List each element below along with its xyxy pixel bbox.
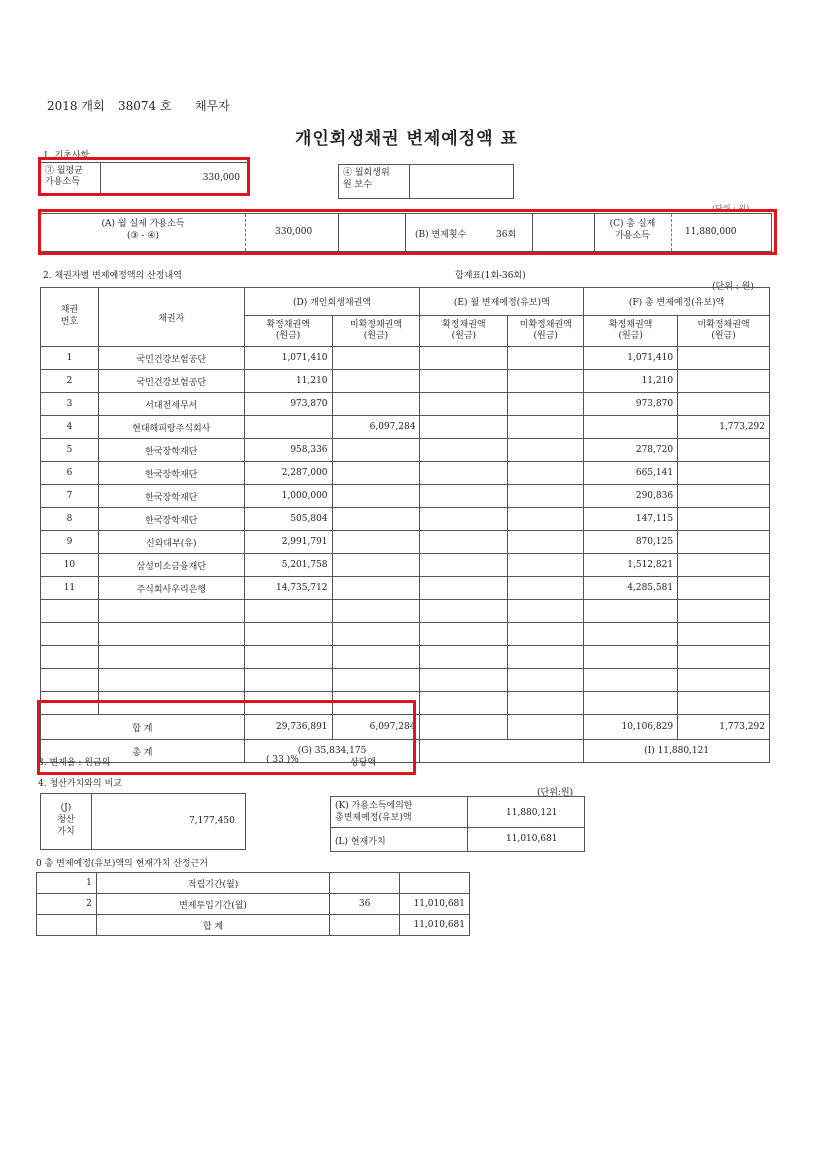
row-f1: 147,115	[584, 508, 678, 531]
table-row	[41, 577, 770, 600]
row-d1: 1,000,000	[244, 485, 332, 508]
row-f1: 973,870	[584, 393, 678, 416]
row-e2	[508, 370, 584, 393]
empty-cell	[98, 646, 244, 669]
section4-unit: (단위:원)	[537, 788, 574, 798]
empty-cell	[508, 623, 584, 646]
row-no: 6	[41, 462, 99, 485]
row-d2	[332, 370, 420, 393]
pv-no: 1	[37, 873, 97, 894]
pv-row	[37, 873, 470, 894]
empty-cell	[584, 646, 678, 669]
table-row	[41, 393, 770, 416]
row-e2	[508, 577, 584, 600]
c-value: 11,880,000	[685, 227, 737, 237]
grand-total-g: (G) 35,834,175	[244, 740, 420, 763]
grand-total-e	[420, 740, 584, 763]
section3-label: 3. 변제율 : 원금의	[38, 758, 111, 768]
debtor-label: 채무자	[195, 99, 230, 113]
row-creditor: 신와대부(유)	[98, 531, 244, 554]
row-d1: 973,870	[244, 393, 332, 416]
total-e1	[420, 715, 508, 740]
row-creditor: 주식회사우리은행	[98, 577, 244, 600]
table-row	[41, 462, 770, 485]
pv-total-months	[330, 915, 400, 936]
table-row	[41, 508, 770, 531]
empty-cell	[41, 669, 99, 692]
row-f2	[678, 577, 770, 600]
sub-confirmed-header: 확정채권액 (원금)	[584, 316, 678, 347]
row-e2	[508, 439, 584, 462]
c-label: (C) 총 실제 가용소득	[609, 219, 656, 241]
empty-cell	[332, 646, 420, 669]
section3-suffix: 상당액	[350, 758, 377, 768]
table-row	[41, 554, 770, 577]
table-row	[41, 531, 770, 554]
row-e2	[508, 347, 584, 370]
divider	[405, 214, 406, 251]
total-d1: 29,736,891	[244, 715, 332, 740]
table-row-empty	[41, 600, 770, 623]
table-row	[41, 370, 770, 393]
liquidation-value-box	[40, 793, 246, 850]
row-f1: 290,836	[584, 485, 678, 508]
empty-cell	[508, 669, 584, 692]
empty-cell	[420, 623, 508, 646]
row-f2	[678, 554, 770, 577]
col-no-header: 채권 번호	[41, 288, 99, 347]
row-f1	[584, 416, 678, 439]
row-no: 9	[41, 531, 99, 554]
monthly-income-box	[40, 162, 249, 194]
empty-cell	[332, 669, 420, 692]
row-d1: 2,991,791	[244, 531, 332, 554]
divider	[100, 163, 101, 193]
row-no: 1	[41, 347, 99, 370]
present-value-table	[36, 872, 470, 936]
a-value: 330,000	[275, 227, 313, 237]
row-e2	[508, 393, 584, 416]
table-row	[41, 416, 770, 439]
creditor-table	[40, 287, 770, 763]
empty-cell	[678, 692, 770, 715]
pv-row	[37, 894, 470, 915]
row-e1	[420, 531, 508, 554]
row-creditor: 국민건강보험공단	[98, 370, 244, 393]
row-d2	[332, 508, 420, 531]
pv-total-label: 합 계	[96, 915, 329, 936]
divider	[671, 214, 672, 251]
section4-label: 4. 청산가치와의 비교	[38, 779, 122, 789]
col-f-header: (F) 총 변제예정(유보)액	[584, 288, 770, 316]
grand-total-label: 총 계	[41, 740, 245, 763]
row-e1	[420, 370, 508, 393]
empty-cell	[98, 600, 244, 623]
row-e1	[420, 416, 508, 439]
k-label: (K) 가용소득에의한 총변제예정(유보)액	[335, 801, 413, 823]
section3-rate: ( 33 )%	[266, 755, 299, 765]
l-label: (L) 현재가치	[335, 837, 386, 847]
row-no: 10	[41, 554, 99, 577]
row-e2	[508, 485, 584, 508]
pv-value: 11,010,681	[400, 894, 470, 915]
divider	[91, 794, 92, 849]
empty-cell	[41, 623, 99, 646]
empty-cell	[41, 646, 99, 669]
row-no: 11	[41, 577, 99, 600]
col-e-header: (E) 월 변제예정(유보)액	[420, 288, 584, 316]
empty-cell	[244, 600, 332, 623]
section1-label: 1. 기초사항	[43, 151, 90, 161]
sub-unconfirmed-header: 미확정채권액 (원금)	[332, 316, 420, 347]
row-creditor: 한국장학재단	[98, 485, 244, 508]
row-e2	[508, 462, 584, 485]
j-label: (J) 청산 가치	[57, 803, 75, 838]
pv-label: 변제투입기간(월)	[96, 894, 329, 915]
row-creditor: 한국장학재단	[98, 439, 244, 462]
row-e2	[508, 416, 584, 439]
row-e1	[420, 554, 508, 577]
row-e1	[420, 393, 508, 416]
row-f2	[678, 485, 770, 508]
row-d1: 5,201,758	[244, 554, 332, 577]
row-d2	[332, 531, 420, 554]
divider	[331, 827, 584, 828]
empty-cell	[41, 600, 99, 623]
pv-total-value: 11,010,681	[400, 915, 470, 936]
row-d2	[332, 439, 420, 462]
row-d2	[332, 347, 420, 370]
row-f1: 11,210	[584, 370, 678, 393]
row-creditor: 삼성미소금융재단	[98, 554, 244, 577]
trustee-fee-label: ④ 월회생위 원 보수	[343, 168, 390, 190]
k-value: 11,880,121	[506, 808, 558, 818]
row-d2	[332, 485, 420, 508]
row-f1: 278,720	[584, 439, 678, 462]
monthly-income-label: ③ 월평균 가용소득	[45, 166, 83, 188]
empty-cell	[244, 669, 332, 692]
row-e2	[508, 508, 584, 531]
row-f2	[678, 531, 770, 554]
row-creditor: 서대전세무서	[98, 393, 244, 416]
row-f2	[678, 370, 770, 393]
row-d2	[332, 577, 420, 600]
row-no: 4	[41, 416, 99, 439]
row-d2	[332, 554, 420, 577]
total-label: 합 계	[41, 715, 245, 740]
empty-cell	[508, 692, 584, 715]
sub-unconfirmed-header: 미확정채권액 (원금)	[678, 316, 770, 347]
empty-cell	[332, 692, 420, 715]
pv-no: 2	[37, 894, 97, 915]
table-row	[41, 439, 770, 462]
col-d-header: (D) 개인회생채권액	[244, 288, 420, 316]
row-d1: 505,804	[244, 508, 332, 531]
empty-cell	[332, 623, 420, 646]
empty-cell	[584, 692, 678, 715]
row-creditor: 현대해피랑주식회사	[98, 416, 244, 439]
row-no: 5	[41, 439, 99, 462]
present-value-box	[330, 796, 585, 852]
table-row-empty	[41, 692, 770, 715]
row-d1: 958,336	[244, 439, 332, 462]
income-summary-box	[40, 213, 772, 252]
trustee-fee-box	[338, 164, 514, 199]
empty-cell	[508, 646, 584, 669]
row-d1: 1,071,410	[244, 347, 332, 370]
row-creditor: 한국장학재단	[98, 462, 244, 485]
row-no: 3	[41, 393, 99, 416]
pv-months	[330, 873, 400, 894]
page-title: 개인회생채권 변제예정액 표	[295, 129, 518, 149]
row-no: 2	[41, 370, 99, 393]
empty-cell	[244, 623, 332, 646]
row-d2	[332, 393, 420, 416]
total-f2: 1,773,292	[678, 715, 770, 740]
table-row-empty	[41, 646, 770, 669]
row-d1: 14,735,712	[244, 577, 332, 600]
a-label: (A) 월 실제 가용소득 (③ - ④)	[101, 219, 185, 241]
empty-cell	[98, 669, 244, 692]
row-e1	[420, 462, 508, 485]
empty-cell	[584, 600, 678, 623]
unit-note: (단위 : 원)	[712, 204, 750, 213]
pv-months: 36	[330, 894, 400, 915]
grand-total-i: (I) 11,880,121	[584, 740, 770, 763]
section2-unit: (단위 : 원)	[712, 282, 754, 292]
row-e1	[420, 485, 508, 508]
section2-note: 합계표(1회-36회)	[455, 271, 526, 281]
section5-label: 0 총 변제예정(유보)액의 현재가치 산정근거	[36, 859, 208, 869]
row-f1: 4,285,581	[584, 577, 678, 600]
table-row-empty	[41, 669, 770, 692]
empty-cell	[41, 692, 99, 715]
table-row-empty	[41, 623, 770, 646]
empty-cell	[420, 669, 508, 692]
empty-cell	[332, 600, 420, 623]
empty-cell	[98, 623, 244, 646]
l-value: 11,010,681	[506, 834, 558, 844]
divider	[338, 214, 339, 251]
divider	[245, 214, 246, 251]
row-e2	[508, 531, 584, 554]
divider	[409, 165, 410, 198]
b-label: (B) 변제횟수	[415, 230, 467, 240]
row-f1: 1,512,821	[584, 554, 678, 577]
empty-cell	[678, 600, 770, 623]
j-value: 7,177,450	[189, 816, 235, 826]
row-d1	[244, 416, 332, 439]
row-creditor: 국민건강보험공단	[98, 347, 244, 370]
total-f1: 10,106,829	[584, 715, 678, 740]
col-creditor-header: 채권자	[98, 288, 244, 347]
empty-cell	[244, 646, 332, 669]
row-creditor: 한국장학재단	[98, 508, 244, 531]
section2-label: 2. 채권자별 변제예정액의 산정내역	[43, 271, 182, 281]
b-value: 36회	[496, 230, 517, 240]
table-row	[41, 347, 770, 370]
row-no: 8	[41, 508, 99, 531]
row-d1: 2,287,000	[244, 462, 332, 485]
monthly-income-value: 330,000	[202, 173, 240, 183]
row-no: 7	[41, 485, 99, 508]
divider	[467, 797, 468, 851]
row-d2	[332, 462, 420, 485]
row-f1: 1,071,410	[584, 347, 678, 370]
sub-confirmed-header: 확정채권액 (원금)	[244, 316, 332, 347]
row-f1: 870,125	[584, 531, 678, 554]
case-year: 2018 개회	[47, 99, 105, 113]
pv-value	[400, 873, 470, 894]
empty-cell	[420, 646, 508, 669]
row-f2	[678, 439, 770, 462]
sub-confirmed-header: 확정채권액 (원금)	[420, 316, 508, 347]
row-f2	[678, 393, 770, 416]
empty-cell	[678, 646, 770, 669]
row-e2	[508, 554, 584, 577]
row-f1: 665,141	[584, 462, 678, 485]
sub-unconfirmed-header: 미확정채권액 (원금)	[508, 316, 584, 347]
row-d1: 11,210	[244, 370, 332, 393]
row-e1	[420, 439, 508, 462]
empty-cell	[678, 669, 770, 692]
empty-cell	[508, 600, 584, 623]
empty-cell	[420, 692, 508, 715]
row-e1	[420, 577, 508, 600]
empty-cell	[244, 692, 332, 715]
row-e1	[420, 347, 508, 370]
empty-cell	[584, 623, 678, 646]
divider	[532, 214, 533, 251]
pv-total-no	[37, 915, 97, 936]
row-f2: 1,773,292	[678, 416, 770, 439]
empty-cell	[584, 669, 678, 692]
empty-cell	[420, 600, 508, 623]
empty-cell	[98, 692, 244, 715]
table-row	[41, 485, 770, 508]
empty-cell	[678, 623, 770, 646]
total-d2: 6,097,284	[332, 715, 420, 740]
row-e1	[420, 508, 508, 531]
pv-label: 적립기간(월)	[96, 873, 329, 894]
row-f2	[678, 508, 770, 531]
row-f2	[678, 462, 770, 485]
row-f2	[678, 347, 770, 370]
row-d2: 6,097,284	[332, 416, 420, 439]
total-e2	[508, 715, 584, 740]
case-number: 38074 호	[118, 99, 172, 113]
